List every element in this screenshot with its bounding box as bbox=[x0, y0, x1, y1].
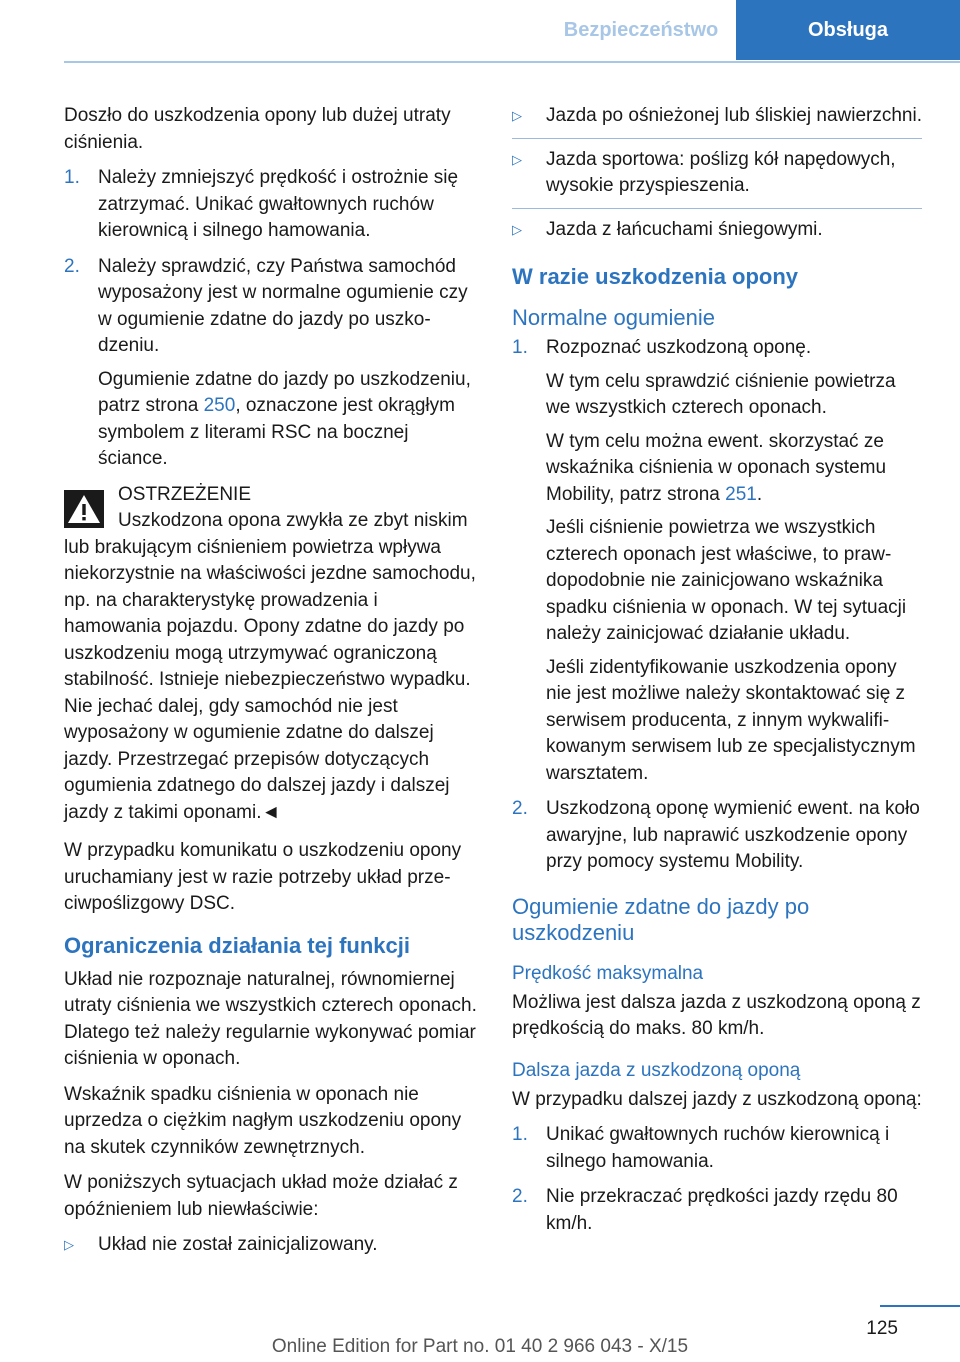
subsection-heading: Normalne ogumienie bbox=[512, 305, 715, 330]
bullet-text: Jazda sportowa: poślizg kół napędowych, wysokie przyspieszenia. bbox=[546, 148, 896, 196]
list-text: Jeśli ciśnienie powietrza we wszystkich czterech oponach jest właściwe, to prawdopodobnie nie zainicjowano wskaźnika spadku ciśnienia w oponach. W tej sytuacji należy zainicjować działanie układu. bbox=[546, 517, 907, 644]
warning-title: OSTRZEŻENIE bbox=[118, 483, 252, 505]
subsection-heading: Ogumienie zdatne do jazdy po uszkodzeniu bbox=[512, 893, 810, 945]
triangle-bullet-icon: ▷ bbox=[512, 108, 522, 123]
right-column bbox=[512, 103, 922, 1246]
list-item bbox=[512, 335, 922, 787]
tab-bezpieczenstwo[interactable]: Bezpieczeństwo bbox=[563, 18, 719, 41]
list-item bbox=[64, 254, 480, 473]
list-text: Należy sprawdzić, czy Państwa samochód wyposażony jest w normalne ogumienie czy w ogumienie zdatne do jazdy po uszkodzeniu. bbox=[98, 255, 468, 356]
speed-text: Możliwa jest dalsza jazda z uszkodzoną oponą z prędkością do maks. 80 km/h. bbox=[512, 991, 921, 1039]
minor-heading: Prędkość maksymalna bbox=[512, 962, 704, 984]
list-text: Nie przekraczać prędkości jazdy rzędu 80 km/h. bbox=[546, 1186, 898, 1234]
bullet-text: Układ nie został zainicjalizowany. bbox=[98, 1234, 378, 1255]
list-text: Ogumienie zdatne do jazdy po uszkodzeniu, patrz strona 250, oznaczone jest okrągłym symbolem z literami RSC na bocznej ściance. bbox=[98, 368, 471, 469]
list-number: 2. bbox=[512, 1186, 528, 1207]
triangle-bullet-icon: ▷ bbox=[64, 1237, 74, 1252]
warning-lead: Uszkodzona opona zwykła ze zbyt niskim bbox=[118, 510, 468, 531]
warning-triangle-icon bbox=[64, 490, 104, 528]
list-item bbox=[512, 796, 922, 876]
list-number: 1. bbox=[512, 337, 528, 358]
list-number: 2. bbox=[64, 255, 80, 277]
list-item bbox=[512, 1122, 922, 1175]
intro-text: Doszło do uszkodzenia opony lub dużej utraty ciśnienia. bbox=[64, 105, 451, 153]
triangle-bullet-icon: ▷ bbox=[512, 151, 522, 167]
page-number: 125 bbox=[866, 1318, 898, 1339]
bullet-item bbox=[64, 1232, 480, 1259]
section-text: Wskaźnik spadku ciśnienia w oponach nie uprzedza o ciężkim nagłym uszkodzeniu opony na skutek czynników zewnętrznych. bbox=[64, 1083, 462, 1158]
list-text: Należy zmniejszyć prędkość i ostrożnie się zatrzymać. Unikać gwałtownych ruchów kierownicą i silnego hamowania. bbox=[98, 167, 459, 241]
list-number: 1. bbox=[512, 1124, 528, 1145]
bullet-text: Jazda po ośnieżonej lub śliskiej nawierzchni. bbox=[546, 105, 922, 126]
section-text: Układ nie rozpoznaje naturalnej, równomiernej utraty ciśnienia we wszystkich czterech oponach. Dlatego też należy regularnie wykonywać pomiar ciśnienia w oponach. bbox=[64, 968, 477, 1069]
footer-divider bbox=[880, 1305, 960, 1307]
warning-box bbox=[64, 482, 480, 827]
list-text: Uszkodzoną oponę wymienić ewent. na koło awaryjne, lub naprawić uszkodzenie opony przy pomocy systemu Mobility. bbox=[546, 798, 920, 872]
header-divider bbox=[64, 61, 960, 63]
page-link-250[interactable]: 250 bbox=[203, 395, 236, 416]
list-number: 2. bbox=[512, 798, 528, 819]
list-text: Jeśli zidentyfikowanie uszkodzenia opony nie jest możliwe należy skontaktować się z serwisem producenta, z innym wykwalifikowanym serwisem lub ze specjalistycznym warsztatem. bbox=[546, 656, 916, 784]
list-text: W tym celu sprawdzić ciśnienie powietrza we wszystkich czterech oponach. bbox=[546, 370, 896, 418]
dsc-text: W przypadku komunikatu o uszkodzeniu opony uruchamiany jest w razie potrzeby układ przeciwpoślizgowy DSC. bbox=[64, 840, 462, 914]
section-heading: W razie uszkodzenia opony bbox=[512, 264, 799, 289]
bullet-text: Jazda z łańcuchami śniegowymi. bbox=[546, 218, 823, 240]
list-text: Unikać gwałtownych ruchów kierownicą i silnego hamowania. bbox=[546, 1124, 890, 1172]
list-number: 1. bbox=[64, 167, 80, 188]
tab-obsluga[interactable]: Obsługa bbox=[736, 0, 960, 60]
section-heading: Ograniczenia działania tej funkcji bbox=[64, 932, 410, 958]
minor-heading: Dalsza jazda z uszkodzoną oponą bbox=[512, 1059, 801, 1081]
further-text: W przypadku dalszej jazdy z uszkodzoną oponą: bbox=[512, 1088, 922, 1110]
left-column bbox=[64, 103, 480, 1268]
bullet-item bbox=[512, 147, 922, 209]
list-text: W tym celu można ewent. skorzystać ze wskaźnika ciśnienia w oponach systemu Mobility, patrz strona 251. bbox=[546, 430, 887, 505]
bullet-item bbox=[512, 103, 922, 139]
list-item bbox=[64, 165, 480, 245]
list-item bbox=[512, 1184, 922, 1237]
triangle-bullet-icon: ▷ bbox=[512, 221, 522, 237]
bullet-item bbox=[512, 217, 922, 244]
section-text: W poniższych sytuacjach układ może działać z opóźnieniem lub niewłaściwie: bbox=[64, 1172, 458, 1220]
list-text: Rozpoznać uszkodzoną oponę. bbox=[546, 337, 812, 358]
page-link-251[interactable]: 251 bbox=[725, 483, 757, 505]
warning-body: lub brakującym ciśnieniem powietrza wpływa niekorzystnie na właściwości jezdne samochodu, np. na charakterystykę prowadzenia i hamowania pojazdu. Opony zdatne do jazdy po uszkodzeniu mogą utrzymywać ograniczoną stabilność. Istnieje niebezpieczeństwo wypadku. Nie jechać dalej, gdy samochód nie jest wyposażony w ogumienie zdatne do dalszej jazdy. Przestrzegać przepisów dotyczących ogumienia zdatnego do dalszej jazdy i dalszej jazdy z takimi oponami.◄ bbox=[64, 536, 476, 823]
edition-footer: Online Edition for Part no. 01 40 2 966 043 - X/15 bbox=[271, 1336, 689, 1357]
